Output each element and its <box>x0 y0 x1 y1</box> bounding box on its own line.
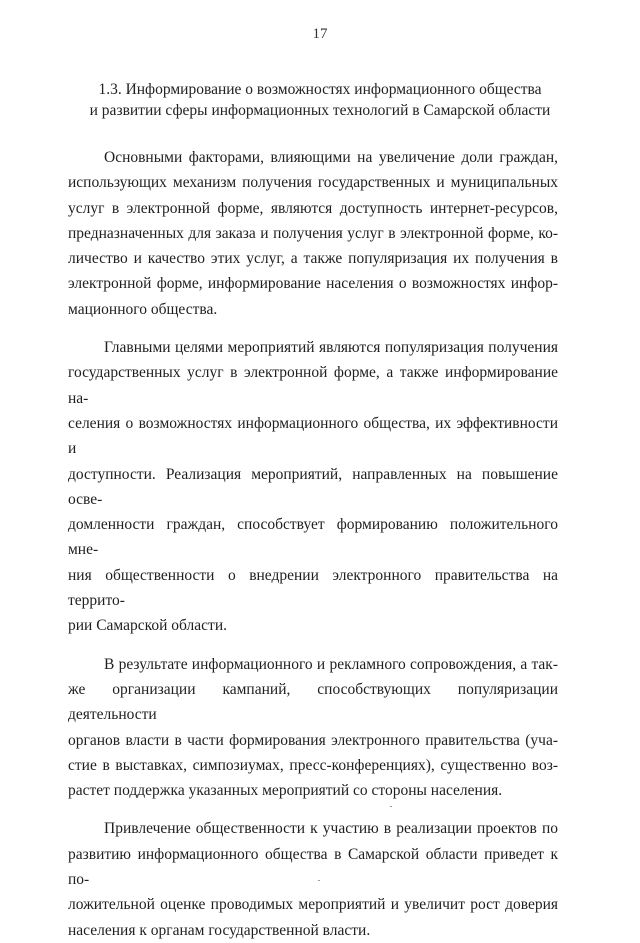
paragraph-2-line-2: государственных услуг в электронной форме, а также информирование на- <box>68 364 558 407</box>
paragraph-2 <box>68 335 558 639</box>
body-text <box>68 145 558 943</box>
paragraph-3-line-3: органов власти в части формирования электронного правительства (уча- <box>68 731 558 749</box>
paragraph-4-line-1: Привлечение общественности к участию в реализации проектов по <box>104 820 558 838</box>
paragraph-2-line-4: доступности. Реализация мероприятий, направленных на повышение осве- <box>68 465 558 508</box>
section-title <box>70 79 570 121</box>
page-number: 17 <box>312 26 328 42</box>
paragraph-3-line-4: стие в выставках, симпозиумах, пресс-конференциях), существенно воз- <box>68 756 558 774</box>
scan-speck <box>390 806 392 807</box>
paragraph-1-line-5: личество и качество этих услуг, а также популяризация их получения в <box>68 250 558 268</box>
paragraph-2-line-6: ния общественности о внедрении электронного правительства на террито- <box>68 566 558 610</box>
paragraph-1-line-3: услуг в электронной форме, являются доступность интернет-ресурсов, <box>68 199 558 217</box>
paragraph-2-line-1: Главными целями мероприятий являются популяризация получения <box>104 339 558 357</box>
paragraph-1 <box>68 145 558 322</box>
section-title-line-2: и развитии сферы информационных технологий в Самарской области <box>89 102 551 119</box>
paragraph-3-line-1: В результате информационного и рекламного сопровождения, а так- <box>104 655 558 673</box>
paragraph-4-line-4: населения к органам государственной власти. <box>68 921 371 939</box>
paragraph-2-line-5: домленности граждан, способствует формированию положительного мне- <box>68 516 558 559</box>
paragraph-1-line-7: мационного общества. <box>68 300 218 318</box>
paragraph-2-line-3: селения о возможностях информационного общества, их эффективности и <box>68 414 558 458</box>
paragraph-3 <box>68 652 558 804</box>
paragraph-2-line-7: рии Самарской области. <box>68 617 227 635</box>
paragraph-1-line-6: электронной форме, информирование населения о возможностях инфор- <box>68 275 558 293</box>
section-title-line-1: 1.3. Информирование о возможностях информационного общества <box>98 81 542 98</box>
paragraph-1-line-1: Основными факторами, влияющими на увеличение доли граждан, <box>104 149 558 166</box>
scan-speck <box>318 880 320 881</box>
paragraph-4-line-2: развитию информационного общества в Самарской области приведет к по- <box>68 845 558 889</box>
paragraph-3-line-2: же организации кампаний, способствующих популяризации деятельности <box>68 680 558 724</box>
paragraph-4 <box>68 816 558 942</box>
paragraph-3-line-5: растет поддержка указанных мероприятий со стороны населения. <box>68 782 503 800</box>
paragraph-4-line-3: ложительной оценке проводимых мероприятий и увеличит рост доверия <box>68 896 558 914</box>
paragraph-1-line-4: предназначенных для заказа и получения услуг в электронной форме, ко- <box>68 224 558 242</box>
paragraph-1-line-2: использующих механизм получения государственных и муниципальных <box>68 174 558 192</box>
